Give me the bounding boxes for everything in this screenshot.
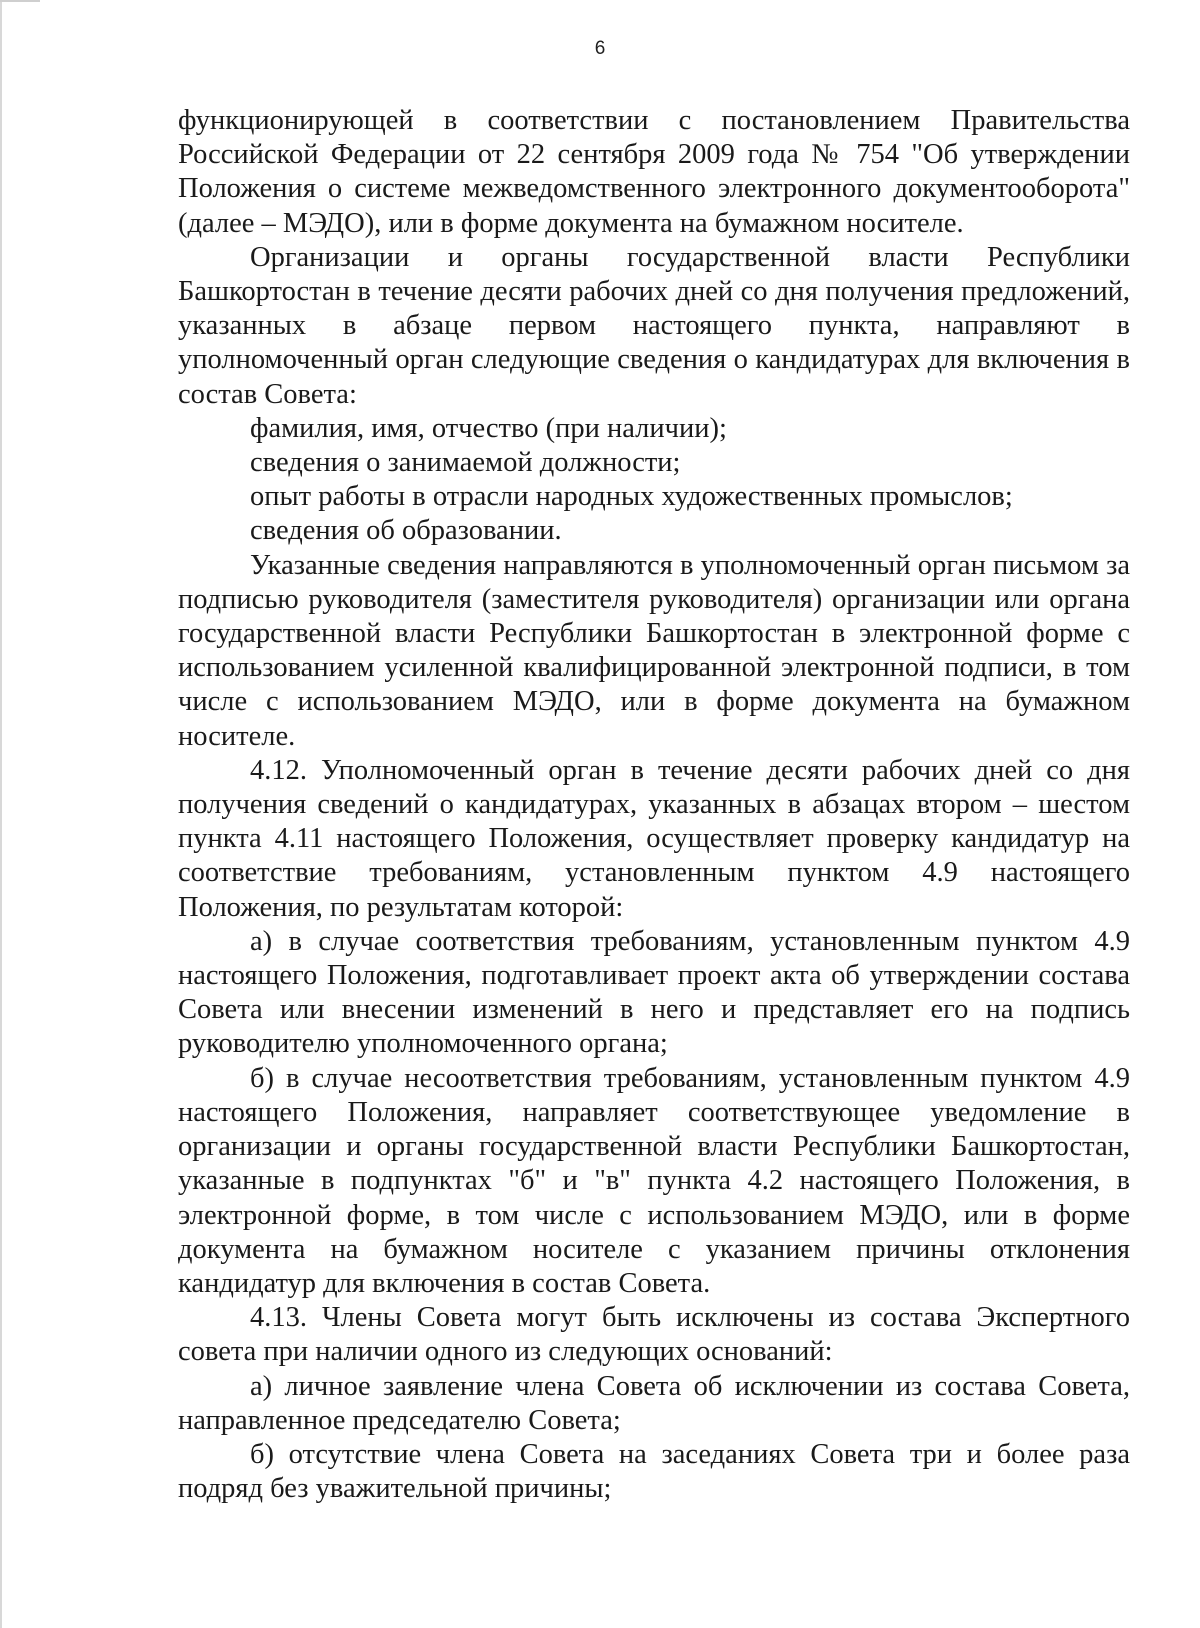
paragraph-4-12: 4.12. Уполномоченный орган в течение десяти рабочих дней со дня получения сведений о кандидатурах, указанных в абзацах втором – шестом пункта 4.11 настоящего Положения, осуществляет проверку кандидатур на соответствие требованиям, установленным пунктом 4.9 настоящего Положения, по результатам которой: <box>178 754 1130 923</box>
document-body <box>178 104 1130 1506</box>
subitem-4-12-b: б) в случае несоответствия требованиям, установленным пунктом 4.9 настоящего Положения, направляет соответствующее уведомление в организации и органы государственной власти Республики Башкортостан, указанные в подпунктах "б" и "в" пункта 4.2 настоящего Положения, в электронной форме, в том числе с использованием МЭДО, или в форме документа на бумажном носителе с указанием причины отклонения кандидатур для включения в состав Совета. <box>178 1062 1130 1299</box>
paragraph-continuation: функционирующей в соответствии с постановлением Правительства Российской Федерации от 22 сентября 2009 года № 754 "Об утверждении Положения о системе межведомственного электронного документооборота" (далее – МЭДО), или в форме документа на бумажном носителе. <box>178 105 1130 239</box>
page-number: 6 <box>594 38 606 59</box>
paragraph-4-13: 4.13. Члены Совета могут быть исключены из состава Экспертного совета при наличии одного из следующих оснований: <box>178 1302 1130 1368</box>
list-item-position: сведения о занимаемой должности; <box>250 447 681 479</box>
list-item-education: сведения об образовании. <box>250 515 562 547</box>
scan-edge-left <box>0 0 2 1628</box>
subitem-4-12-a: а) в случае соответствия требованиям, установленным пунктом 4.9 настоящего Положения, подготавливает проект акта об утверждении состава Совета или внесении изменений в него и представляет его на подпись руководителю уполномоченного органа; <box>178 925 1130 1060</box>
list-item-full-name: фамилия, имя, отчество (при наличии); <box>250 412 727 444</box>
paragraph-organizations: Организации и органы государственной власти Республики Башкортостан в течение десяти рабочих дней со дня получения предложений, указанных в абзаце первом настоящего пункта, направляют в уполномоченный орган следующие сведения о кандидатурах для включения в состав Совета: <box>178 241 1130 410</box>
subitem-4-13-a: а) личное заявление члена Совета об исключении из состава Совета, направленное председателю Совета; <box>178 1370 1130 1436</box>
scan-edge-top <box>0 0 40 2</box>
paragraph-submission: Указанные сведения направляются в уполномоченный орган письмом за подписью руководителя (заместителя руководителя) организации или органа государственной власти Республики Башкортостан в электронной форме с использованием усиленной квалифицированной электронной подписи, в том числе с использованием МЭДО, или в форме документа на бумажном носителе. <box>178 549 1130 752</box>
list-item-experience: опыт работы в отрасли народных художественных промыслов; <box>250 481 1013 513</box>
subitem-4-13-b: б) отсутствие члена Совета на заседаниях Совета три и более раза подряд без уважительной причины; <box>178 1438 1130 1505</box>
